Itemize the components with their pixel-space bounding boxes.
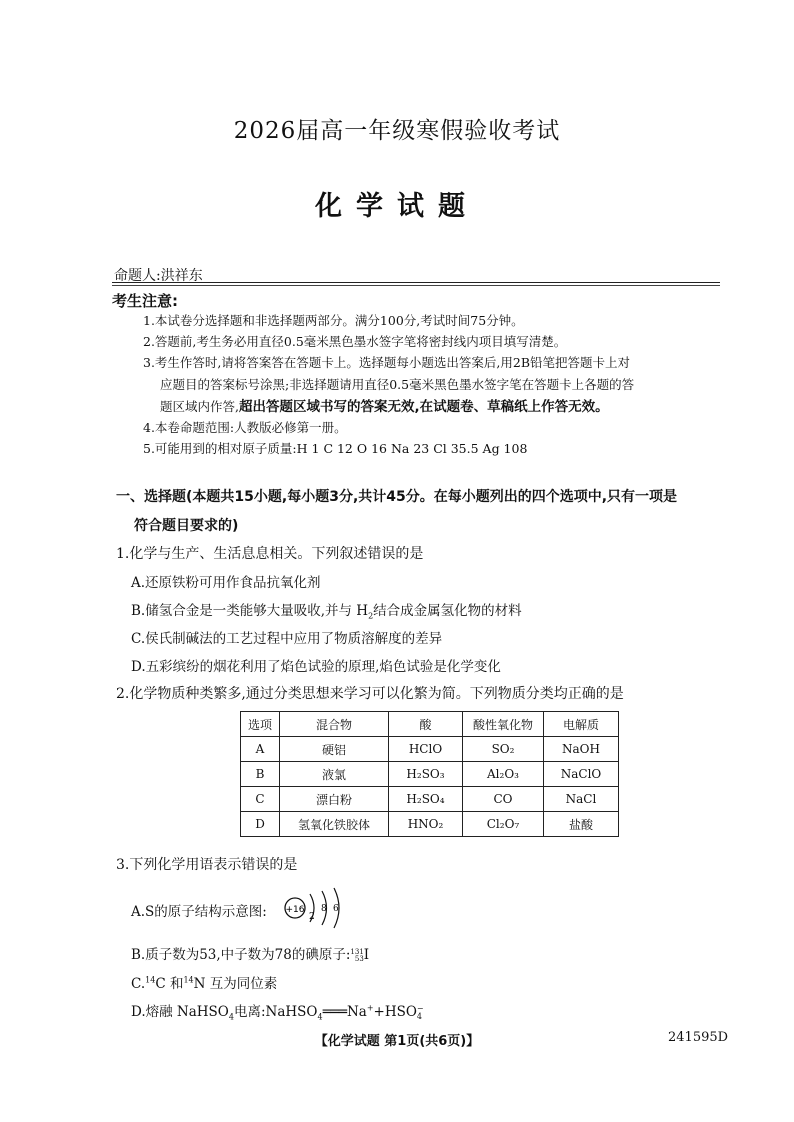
table-header-cell: 选项 — [241, 712, 280, 737]
q3-d-charge: + — [366, 1003, 374, 1013]
notice-item-3-line1: 3.考生作答时,请将答案答在答题卡上。选择题每小题选出答案后,用2B铅笔把答题卡上对 — [143, 355, 631, 370]
table-cell: C — [241, 787, 280, 812]
classification-table — [240, 711, 619, 837]
q3-a-text: A.S的原子结构示意图: — [131, 904, 267, 920]
table-cell: NaCl — [544, 787, 619, 812]
notice-item-4: 4.本卷命题范围:人教版必修第一册。 — [143, 420, 347, 435]
question-2-stem: 2.化学物质种类繁多,通过分类思想来学习可以化繁为简。下列物质分类均正确的是 — [116, 686, 624, 702]
table-cell: B — [241, 762, 280, 787]
q3-d-ion-script — [417, 1005, 424, 1021]
table-cell: A — [241, 737, 280, 762]
notice-heading: 考生注意: — [112, 292, 178, 310]
q3-d-sub: 4 — [317, 1012, 323, 1022]
mass-number: 131 — [350, 947, 364, 956]
question-3-stem: 3.下列化学用语表示错误的是 — [116, 857, 298, 873]
paper-code: 241595D — [668, 1030, 729, 1045]
question-1-option-b — [131, 599, 522, 621]
table-row — [241, 787, 619, 812]
notice-item-5: 5.可能用到的相对原子质量:H 1 C 12 O 16 Na 23 Cl 35.5 Ag 108 — [143, 441, 528, 456]
table-cell: NaOH — [544, 737, 619, 762]
q3-d-sub: 4 — [228, 1012, 234, 1022]
table-cell: 液氯 — [280, 762, 389, 787]
q3-d-sub: 4 — [416, 1011, 423, 1021]
q3-d-part: 电离:NaHSO — [233, 1004, 318, 1020]
q3-b-text: B.质子数为53,中子数为78的碘原子: — [131, 947, 351, 963]
electron-count: 2 — [309, 912, 315, 922]
electron-count: 8 — [321, 904, 327, 914]
notice-item-3-line3-start: 题区域内作答, — [160, 399, 239, 414]
q1-b-post: 结合成金属氢化物的材料 — [373, 603, 522, 619]
table-row — [241, 812, 619, 837]
divider-line — [112, 282, 720, 283]
iodine-nuclide-numbers — [350, 949, 363, 963]
table-cell: NaClO — [544, 762, 619, 787]
question-1-option-d: D.五彩缤纷的烟花利用了焰色试验的原理,焰色试验是化学变化 — [131, 659, 501, 675]
table-cell: Cl₂O₇ — [463, 812, 544, 837]
table-header-cell: 酸 — [389, 712, 463, 737]
atomic-number: 53 — [354, 954, 364, 963]
section-heading-line1: 一、选择题(本题共15小题,每小题3分,共计45分。在每小题列出的四个选项中,只有一项是 — [116, 489, 678, 505]
table-cell: Al₂O₃ — [463, 762, 544, 787]
q3-c-element2: N 互为同位素 — [193, 976, 278, 992]
q3-d-part: +HSO — [373, 1004, 417, 1020]
notice-item-3-line3 — [160, 395, 609, 415]
q3-c-prefix: C. — [131, 976, 146, 992]
table-row — [241, 737, 619, 762]
carbon-mass-number: 14 — [145, 975, 156, 985]
question-1-option-a: A.还原铁粉可用作食品抗氧化剂 — [131, 575, 321, 591]
notice-item-1: 1.本试卷分选择题和非选择题两部分。满分100分,考试时间75分钟。 — [143, 313, 524, 328]
table-cell: HClO — [389, 737, 463, 762]
sulfur-atom-structure-diagram — [282, 886, 352, 930]
author-line: 命题人:洪祥东 — [114, 268, 203, 284]
nitrogen-mass-number: 14 — [183, 975, 194, 985]
notice-item-2: 2.答题前,考生务必用直径0.5毫米黑色墨水签字笔将密封线内项目填写清楚。 — [143, 334, 567, 349]
q3-d-part: ═══Na — [322, 1004, 367, 1020]
exam-title: 2026届高一年级寒假验收考试 — [233, 118, 561, 144]
notice-warning-emphasis: 超出答题区域书写的答案无效,在试题卷、草稿纸上作答无效。 — [238, 399, 609, 415]
table-header-row — [241, 712, 619, 737]
table-cell: HNO₂ — [389, 812, 463, 837]
q3-d-charge: − — [416, 1003, 424, 1013]
subject-title: 化学试题 — [315, 191, 479, 222]
nucleus-charge: +16 — [285, 905, 305, 915]
divider-line-secondary — [112, 285, 720, 286]
notice-item-3-line2: 应题目的答案标号涂黑;非选择题请用直径0.5毫米黑色墨水签字笔在答题卡上各题的答 — [160, 377, 635, 392]
question-3-option-d — [131, 1000, 424, 1022]
question-1-stem: 1.化学与生产、生活息息相关。下列叙述错误的是 — [116, 546, 424, 562]
table-cell: D — [241, 812, 280, 837]
table-row — [241, 762, 619, 787]
q1-b-sub: 2 — [368, 611, 374, 621]
question-3-option-c — [131, 972, 277, 992]
question-1-option-c: C.侯氏制碱法的工艺过程中应用了物质溶解度的差异 — [131, 631, 443, 647]
table-cell: 硬铝 — [280, 737, 389, 762]
table-header-cell: 酸性氧化物 — [463, 712, 544, 737]
table-cell: CO — [463, 787, 544, 812]
q3-c-element1: C 和 — [155, 976, 184, 992]
q1-b-pre: B.储氢合金是一类能够大量吸收,并与 H — [131, 603, 369, 619]
element-symbol: I — [363, 947, 370, 963]
question-3-option-a — [131, 900, 267, 920]
electron-count: 6 — [333, 904, 339, 914]
table-cell: SO₂ — [463, 737, 544, 762]
table-cell: 漂白粉 — [280, 787, 389, 812]
q3-d-part: D.熔融 NaHSO — [131, 1004, 229, 1020]
question-3-option-b — [131, 943, 369, 963]
table-header-cell: 电解质 — [544, 712, 619, 737]
table-header-cell: 混合物 — [280, 712, 389, 737]
page-footer: 【化学试题 第1页(共6页)】 — [314, 1034, 480, 1049]
table-cell: H₂SO₄ — [389, 787, 463, 812]
table-cell: 盐酸 — [544, 812, 619, 837]
section-heading-line2: 符合题目要求的) — [134, 518, 239, 534]
table-cell: 氢氧化铁胶体 — [280, 812, 389, 837]
table-cell: H₂SO₃ — [389, 762, 463, 787]
